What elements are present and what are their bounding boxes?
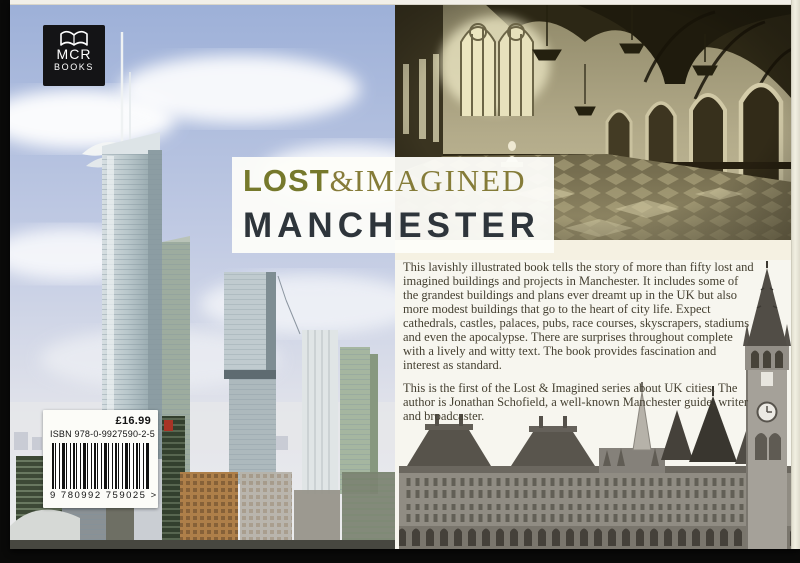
book-cover [10, 0, 800, 549]
title-band [232, 157, 554, 253]
title-ampersand: & [329, 163, 354, 198]
cover-right-panel [395, 4, 792, 549]
book-title-line1 [243, 163, 554, 205]
page-edge-top [10, 0, 800, 5]
open-book-icon [59, 29, 89, 47]
title-lost: LOST [243, 163, 330, 198]
barcode-bars [52, 443, 149, 489]
publisher-name-top: MCR [56, 46, 92, 62]
blurb-paragraph-2: This is the first of the Lost & Imagined series about UK cities. The author is Jonathan Schofield, a well-known Manchester guide, writer and broadcaster. [403, 381, 749, 423]
page-edge-right [791, 0, 800, 549]
barcode-panel [43, 410, 158, 508]
back-cover-blurb [403, 260, 755, 432]
price-label: £16.99 [115, 415, 151, 427]
mcr-books-logo [43, 25, 105, 86]
publisher-name-bottom: BOOKS [53, 62, 94, 72]
blurb-paragraph-1: This lavishly illustrated book tells the story of more than fifty lost and imagined buildings and projects in Manchester. It includes some of the grandest buildings and plans ever dreamt up in the UK but also more modest buildings that go to the heart of city life. Expect cathedrals, castles, palaces, pubs, race courses, skyscrapers, stadiums and even the apocalypse. There are surprises throughout complete with a lively and witty text. The book provides fascination and interest as standard. [403, 260, 754, 372]
title-imagined: IMAGINED [353, 163, 527, 198]
isbn-label: ISBN 978-0-9927590-2-5 [50, 429, 155, 439]
barcode-digits: 9 780992 759025 > [50, 490, 158, 501]
book-title-line2: MANCHESTER [243, 206, 540, 245]
residential-towers [302, 330, 378, 494]
